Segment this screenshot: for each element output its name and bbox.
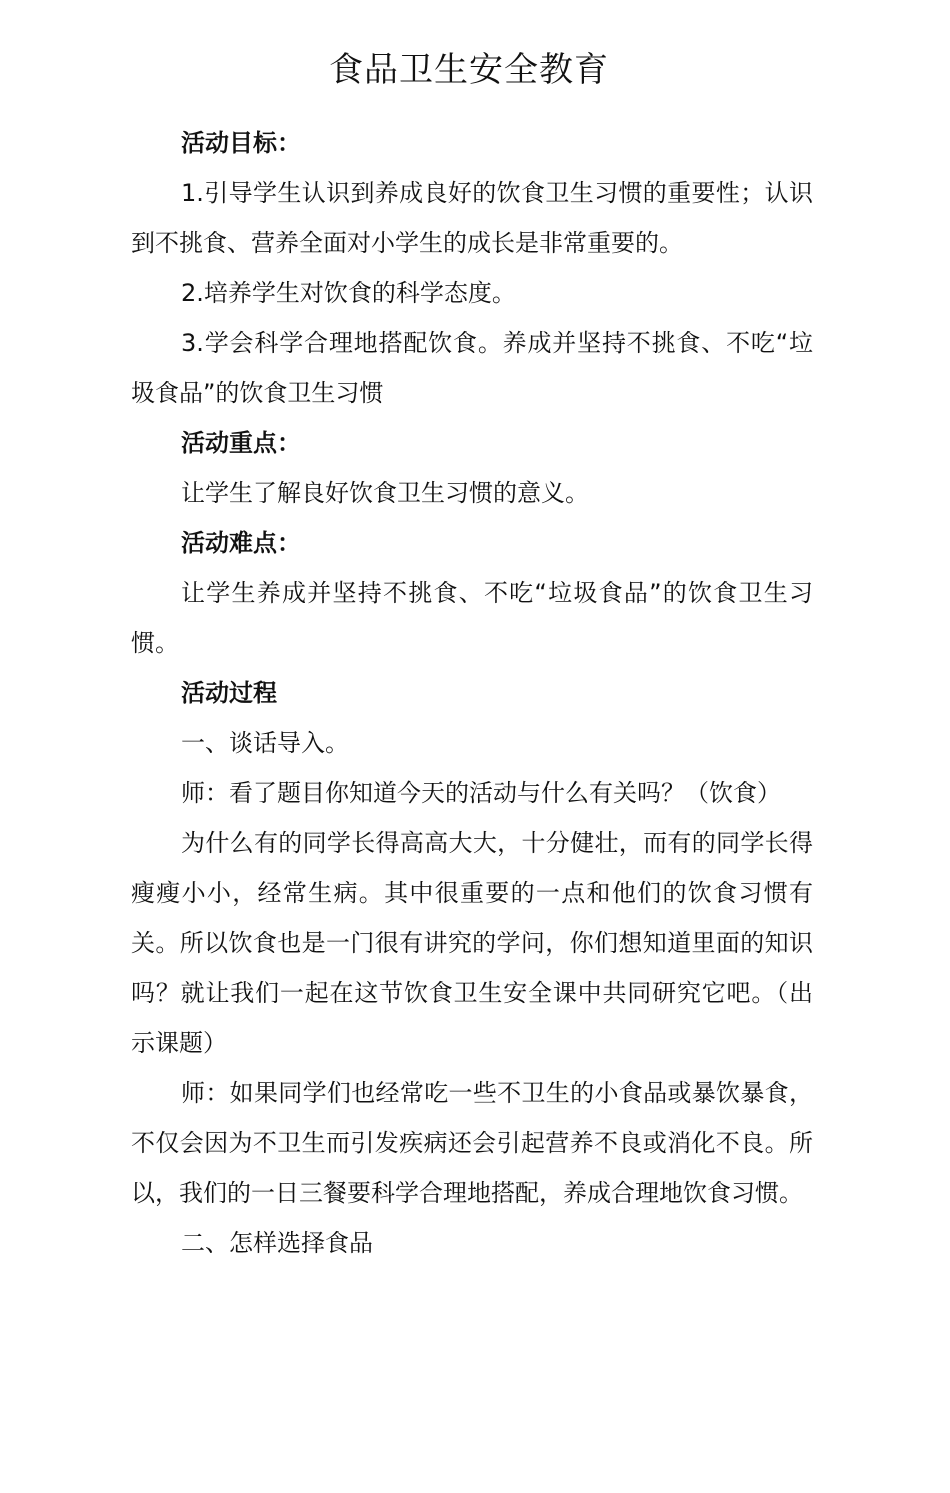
key-point-text: 让学生了解良好饮食卫生习惯的意义。: [181, 479, 589, 507]
heading-activity-process: 活动过程: [181, 679, 277, 707]
heading-key-points: 活动重点：: [181, 429, 301, 457]
goal-item-2: 2.培养学生对饮食的科学态度。: [181, 279, 516, 307]
difficulty-text: 让学生养成并坚持不挑食、不吃“垃圾食品”的饮食卫生习惯。: [131, 579, 813, 657]
section-two-heading: 二、怎样选择食品: [181, 1229, 373, 1257]
document-title: 食品卫生安全教育: [329, 50, 609, 90]
section-one-heading: 一、谈话导入。: [181, 729, 349, 757]
document-body: [131, 118, 813, 1268]
goal-item-1: 1.引导学生认识到养成良好的饮食卫生习惯的重要性；认识到不挑食、营养全面对小学生的成长是非常重要的。: [131, 179, 813, 257]
goal-item-3: 3.学会科学合理地搭配饮食。养成并坚持不挑食、不吃“垃圾食品”的饮食卫生习惯: [131, 329, 813, 407]
heading-activity-goals: 活动目标：: [181, 129, 301, 157]
heading-difficulties: 活动难点：: [181, 529, 301, 557]
teacher-question: 师：看了题目你知道今天的活动与什么有关吗？（饮食）: [181, 779, 781, 807]
intro-paragraph: 为什么有的同学长得高高大大，十分健壮，而有的同学长得瘦瘦小小，经常生病。其中很重要的一点和他们的饮食习惯有关。所以饮食也是一门很有讲究的学问，你们想知道里面的知识吗？就让我们一起在这节饮食卫生安全课中共同研究它吧。（出示课题）: [131, 829, 813, 1057]
teacher-warning: 师：如果同学们也经常吃一些不卫生的小食品或暴饮暴食，不仅会因为不卫生而引发疾病还会引起营养不良或消化不良。所以，我们的一日三餐要科学合理地搭配，养成合理地饮食习惯。: [131, 1079, 813, 1207]
